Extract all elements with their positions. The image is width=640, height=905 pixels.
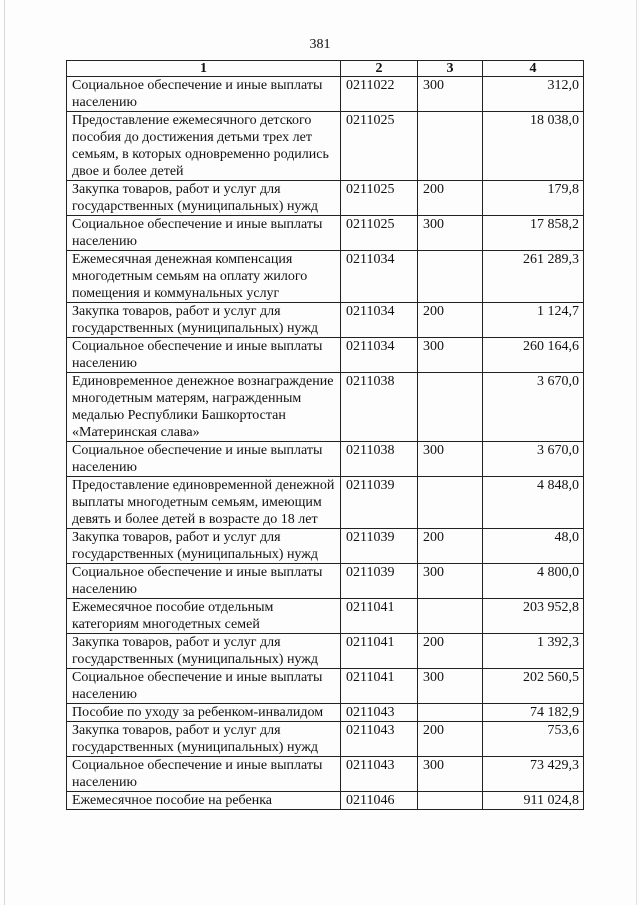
row-type-cell xyxy=(418,112,483,181)
header-col-3: 3 xyxy=(418,61,483,77)
table-row xyxy=(67,757,584,792)
row-type-cell xyxy=(418,792,483,810)
row-amount-cell: 3 670,0 xyxy=(483,442,584,477)
row-name-cell: Социальное обеспечение и иные выплаты населению xyxy=(67,338,341,373)
row-name-cell: Ежемесячное пособие на ребенка xyxy=(67,792,341,810)
row-name-cell: Социальное обеспечение и иные выплаты населению xyxy=(67,442,341,477)
row-type-cell: 200 xyxy=(418,634,483,669)
row-name-cell: Закупка товаров, работ и услуг для государственных (муниципальных) нужд xyxy=(67,634,341,669)
table-body xyxy=(67,77,584,810)
row-amount-cell: 17 858,2 xyxy=(483,216,584,251)
header-col-2: 2 xyxy=(341,61,418,77)
header-row xyxy=(67,61,584,77)
table-row xyxy=(67,442,584,477)
row-name-cell: Социальное обеспечение и иные выплаты населению xyxy=(67,77,341,112)
table-row xyxy=(67,669,584,704)
row-code-cell: 0211043 xyxy=(341,704,418,722)
row-name-cell: Социальное обеспечение и иные выплаты населению xyxy=(67,757,341,792)
row-type-cell: 300 xyxy=(418,77,483,112)
table-row xyxy=(67,722,584,757)
row-type-cell xyxy=(418,704,483,722)
row-name-cell: Предоставление ежемесячного детского пособия до достижения детьми трех лет семьям, в которых одновременно родились двое и более детей xyxy=(67,112,341,181)
row-code-cell: 0211038 xyxy=(341,442,418,477)
table-row xyxy=(67,251,584,303)
row-type-cell xyxy=(418,373,483,442)
row-code-cell: 0211039 xyxy=(341,477,418,529)
page-number: 381 xyxy=(309,37,331,52)
row-name-cell: Пособие по уходу за ребенком-инвалидом xyxy=(67,704,341,722)
header-col-1: 1 xyxy=(67,61,341,77)
row-amount-cell: 261 289,3 xyxy=(483,251,584,303)
row-amount-cell: 312,0 xyxy=(483,77,584,112)
row-code-cell: 0211038 xyxy=(341,373,418,442)
row-code-cell: 0211022 xyxy=(341,77,418,112)
row-code-cell: 0211034 xyxy=(341,338,418,373)
header-col-4: 4 xyxy=(483,61,584,77)
row-name-cell: Закупка товаров, работ и услуг для государственных (муниципальных) нужд xyxy=(67,181,341,216)
budget-table xyxy=(66,60,584,810)
row-code-cell: 0211046 xyxy=(341,792,418,810)
row-amount-cell: 4 800,0 xyxy=(483,564,584,599)
row-type-cell: 300 xyxy=(418,216,483,251)
table-row xyxy=(67,599,584,634)
row-amount-cell: 202 560,5 xyxy=(483,669,584,704)
row-code-cell: 0211025 xyxy=(341,181,418,216)
row-amount-cell: 4 848,0 xyxy=(483,477,584,529)
table-row xyxy=(67,477,584,529)
table-row xyxy=(67,373,584,442)
table-row xyxy=(67,529,584,564)
row-code-cell: 0211043 xyxy=(341,722,418,757)
row-amount-cell: 74 182,9 xyxy=(483,704,584,722)
table-row xyxy=(67,112,584,181)
table-header xyxy=(67,61,584,77)
row-type-cell: 200 xyxy=(418,722,483,757)
row-name-cell: Закупка товаров, работ и услуг для государственных (муниципальных) нужд xyxy=(67,303,341,338)
row-amount-cell: 3 670,0 xyxy=(483,373,584,442)
row-name-cell: Закупка товаров, работ и услуг для государственных (муниципальных) нужд xyxy=(67,722,341,757)
row-amount-cell: 18 038,0 xyxy=(483,112,584,181)
row-name-cell: Социальное обеспечение и иные выплаты населению xyxy=(67,216,341,251)
row-amount-cell: 753,6 xyxy=(483,722,584,757)
row-amount-cell: 1 124,7 xyxy=(483,303,584,338)
table-row xyxy=(67,704,584,722)
row-type-cell: 200 xyxy=(418,181,483,216)
row-type-cell: 300 xyxy=(418,338,483,373)
row-name-cell: Закупка товаров, работ и услуг для государственных (муниципальных) нужд xyxy=(67,529,341,564)
row-amount-cell: 260 164,6 xyxy=(483,338,584,373)
row-type-cell: 300 xyxy=(418,757,483,792)
row-amount-cell: 73 429,3 xyxy=(483,757,584,792)
row-type-cell: 300 xyxy=(418,442,483,477)
row-name-cell: Предоставление единовременной денежной выплаты многодетным семьям, имеющим девять и более детей в возрасте до 18 лет xyxy=(67,477,341,529)
row-type-cell: 200 xyxy=(418,303,483,338)
table-row xyxy=(67,792,584,810)
row-type-cell: 300 xyxy=(418,669,483,704)
table-row xyxy=(67,564,584,599)
table-row xyxy=(67,216,584,251)
row-amount-cell: 1 392,3 xyxy=(483,634,584,669)
row-code-cell: 0211039 xyxy=(341,529,418,564)
row-type-cell xyxy=(418,477,483,529)
row-code-cell: 0211041 xyxy=(341,669,418,704)
row-amount-cell: 203 952,8 xyxy=(483,599,584,634)
row-name-cell: Социальное обеспечение и иные выплаты населению xyxy=(67,564,341,599)
row-code-cell: 0211025 xyxy=(341,112,418,181)
row-code-cell: 0211041 xyxy=(341,599,418,634)
row-code-cell: 0211041 xyxy=(341,634,418,669)
row-name-cell: Ежемесячная денежная компенсация многодетным семьям на оплату жилого помещения и коммунальных услуг xyxy=(67,251,341,303)
table-row xyxy=(67,181,584,216)
table-row xyxy=(67,338,584,373)
page-edge-right xyxy=(636,0,637,905)
row-code-cell: 0211043 xyxy=(341,757,418,792)
row-amount-cell: 48,0 xyxy=(483,529,584,564)
page-edge-left xyxy=(4,0,5,905)
row-name-cell: Социальное обеспечение и иные выплаты населению xyxy=(67,669,341,704)
row-amount-cell: 911 024,8 xyxy=(483,792,584,810)
row-code-cell: 0211025 xyxy=(341,216,418,251)
row-name-cell: Единовременное денежное вознаграждение многодетным матерям, награжденным медалью Республики Башкортостан «Материнская слава» xyxy=(67,373,341,442)
row-code-cell: 0211034 xyxy=(341,251,418,303)
row-type-cell: 300 xyxy=(418,564,483,599)
row-type-cell xyxy=(418,599,483,634)
row-name-cell: Ежемесячное пособие отдельным категориям многодетных семей xyxy=(67,599,341,634)
row-type-cell xyxy=(418,251,483,303)
row-code-cell: 0211034 xyxy=(341,303,418,338)
table-row xyxy=(67,634,584,669)
table-row xyxy=(67,303,584,338)
row-code-cell: 0211039 xyxy=(341,564,418,599)
table-row xyxy=(67,77,584,112)
row-amount-cell: 179,8 xyxy=(483,181,584,216)
row-type-cell: 200 xyxy=(418,529,483,564)
